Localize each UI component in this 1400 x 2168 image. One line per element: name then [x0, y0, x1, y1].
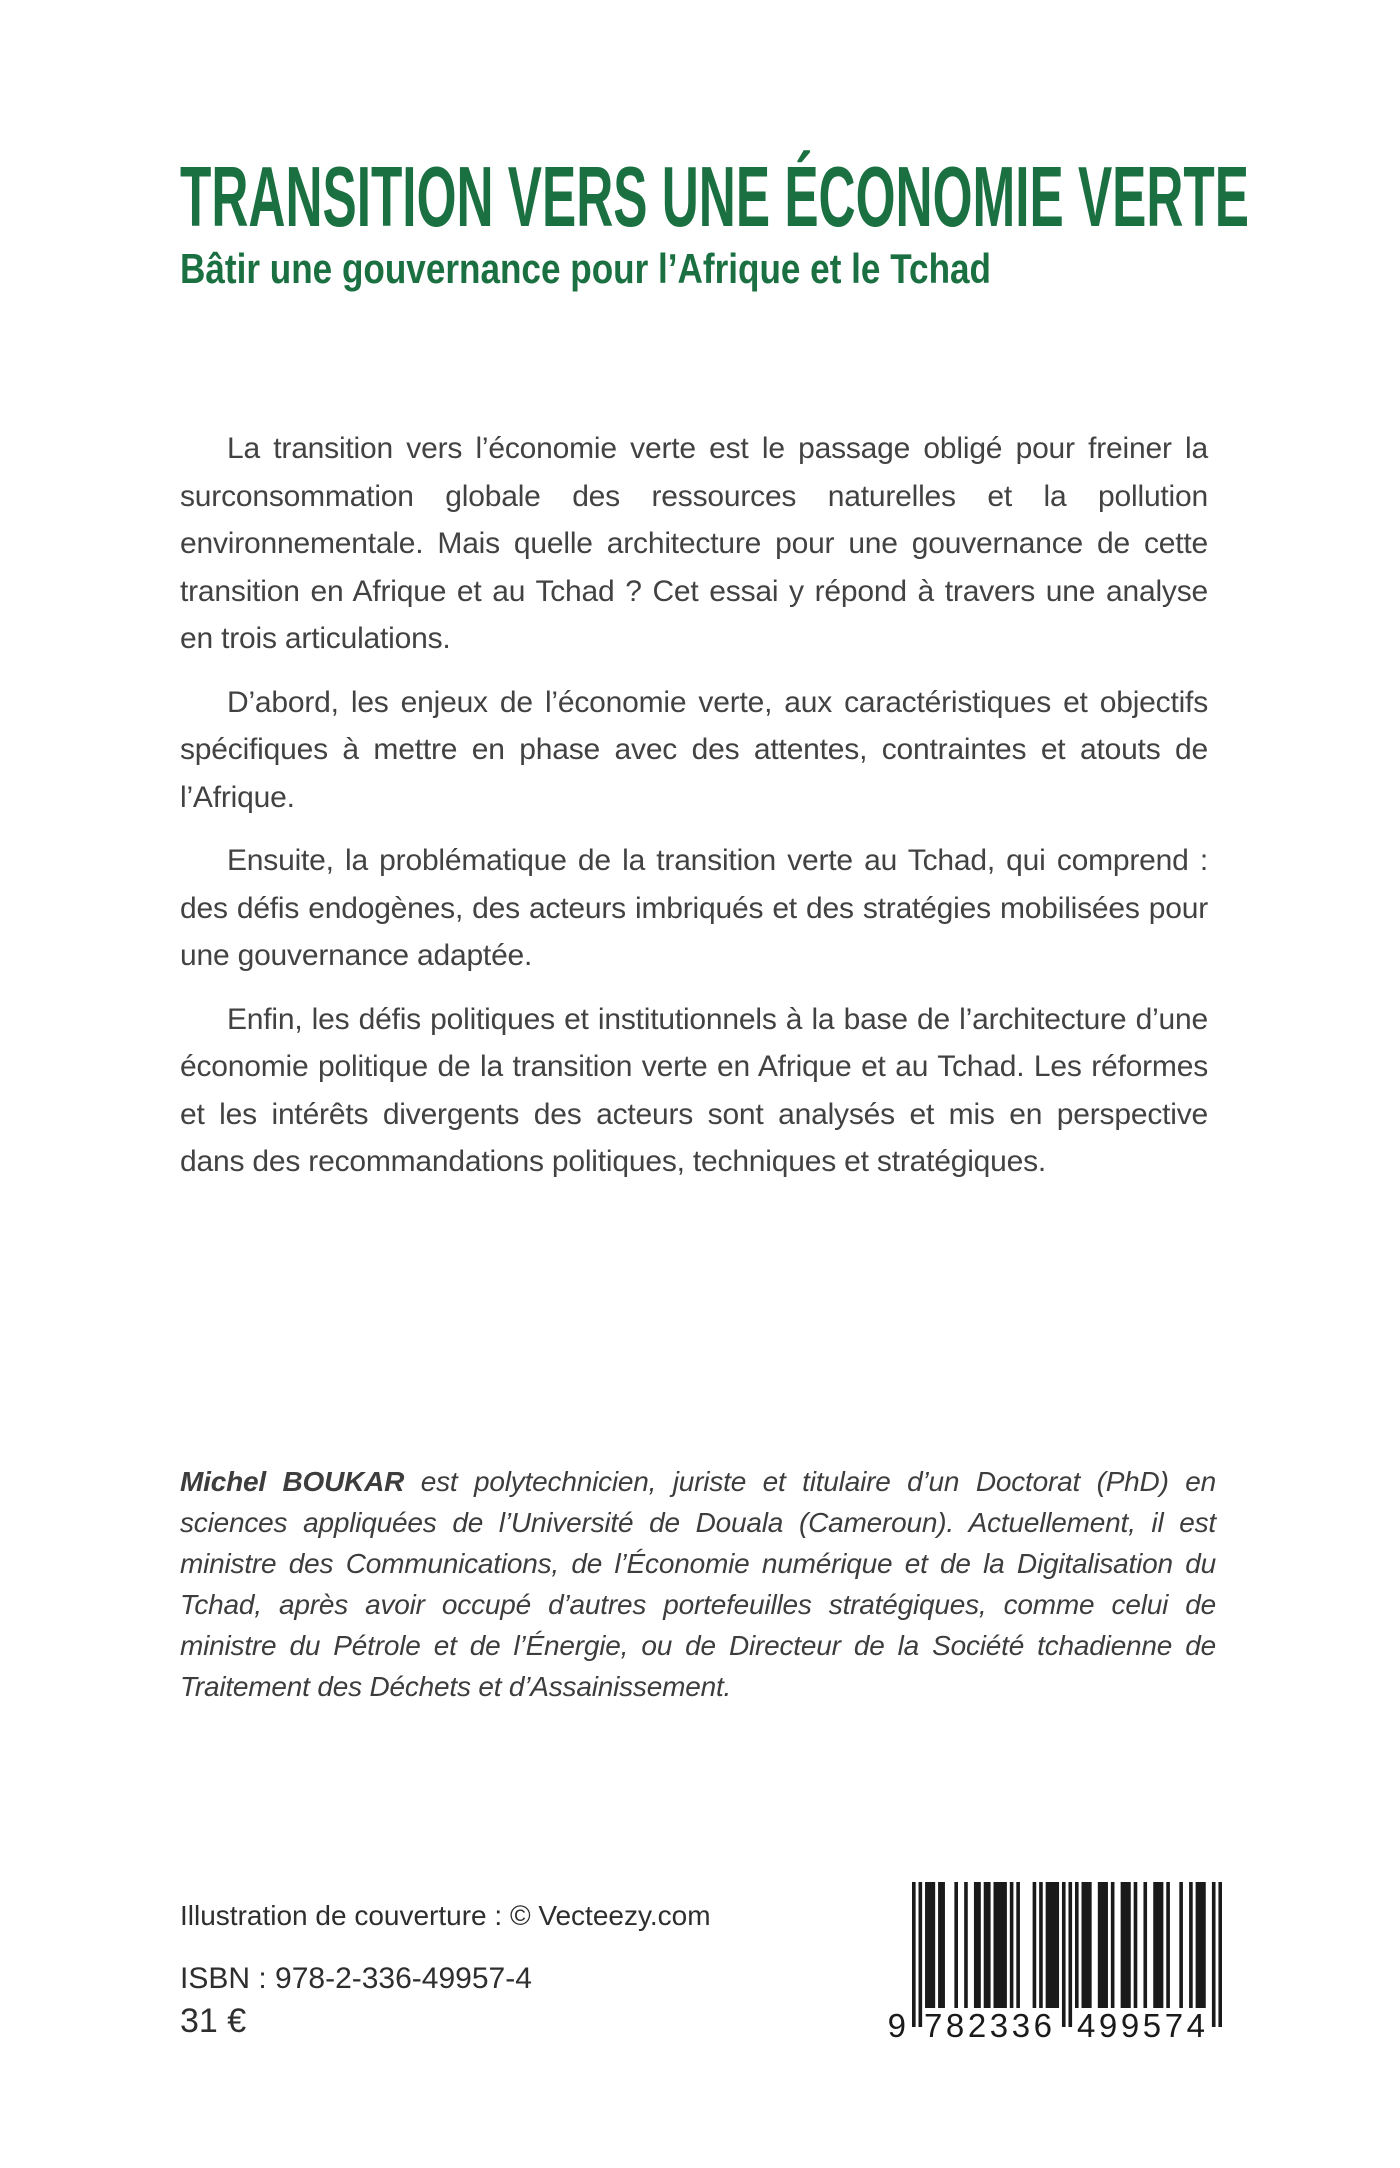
- price: 31 €: [180, 2002, 247, 2040]
- isbn: ISBN : 978-2-336-49957-4: [180, 1962, 532, 1995]
- barcode-right-digits: 499574: [1077, 2007, 1205, 2040]
- author-bio-text: est polytechnicien, juriste et titulaire d’un Doctorat (PhD) en sciences appliquées de l’Université de Douala (Cameroun). Actuellement, il est ministre des Communications, de l’Économie numérique et de la Digitalisation du Tchad, après avoir occupé d’autres portefeuilles stratégiques, comme celui de ministre du Pétrole et de l’Énergie, ou de Directeur de la Société tchadienne de Traitement des Déchets et d’Assainissement.: [180, 1466, 1216, 1702]
- synopsis-paragraph: Enfin, les défis politiques et institutionnels à la base de l’architecture d’une économie politique de la transition verte en Afrique et au Tchad. Les réformes et les intérêts divergents des acteurs sont analysés et mis en perspective dans des recommandations politiques, techniques et stratégiques.: [180, 1002, 1208, 1178]
- synopsis-paragraph: La transition vers l’économie verte est le passage obligé pour freiner la surconsommation globale des ressources naturelles et la pollution environnementale. Mais quelle architecture pour une gouvernance de cette transition en Afrique et au Tchad ? Cet essai y répond à travers une analyse en trois articulations.: [180, 432, 1208, 655]
- synopsis: [180, 425, 1208, 1202]
- synopsis-paragraph: Ensuite, la problématique de la transition verte au Tchad, qui comprend : des défis endogènes, des acteurs imbriqués et des stratégies mobilisées pour une gouvernance adaptée.: [180, 844, 1208, 972]
- ean13-barcode: [877, 1882, 1222, 2040]
- synopsis-paragraph: D’abord, les enjeux de l’économie verte, aux caractéristiques et objectifs spécifiques à mettre en phase avec des attentes, contraintes et atouts de l’Afrique.: [180, 685, 1208, 814]
- author-name: Michel BOUKAR: [180, 1466, 405, 1497]
- barcode-left-digits: 782336: [924, 2007, 1052, 2040]
- author-bio: [180, 1461, 1216, 1707]
- barcode-svg: [877, 1882, 1222, 2040]
- barcode-first-digit: 9: [887, 2007, 906, 2040]
- cover-illustration-credit: Illustration de couverture : © Vecteezy.com: [180, 1900, 711, 1931]
- book-title: TRANSITION VERS UNE ÉCONOMIE VERTE: [180, 150, 1249, 245]
- book-subtitle: Bâtir une gouvernance pour l’Afrique et le Tchad: [180, 245, 991, 292]
